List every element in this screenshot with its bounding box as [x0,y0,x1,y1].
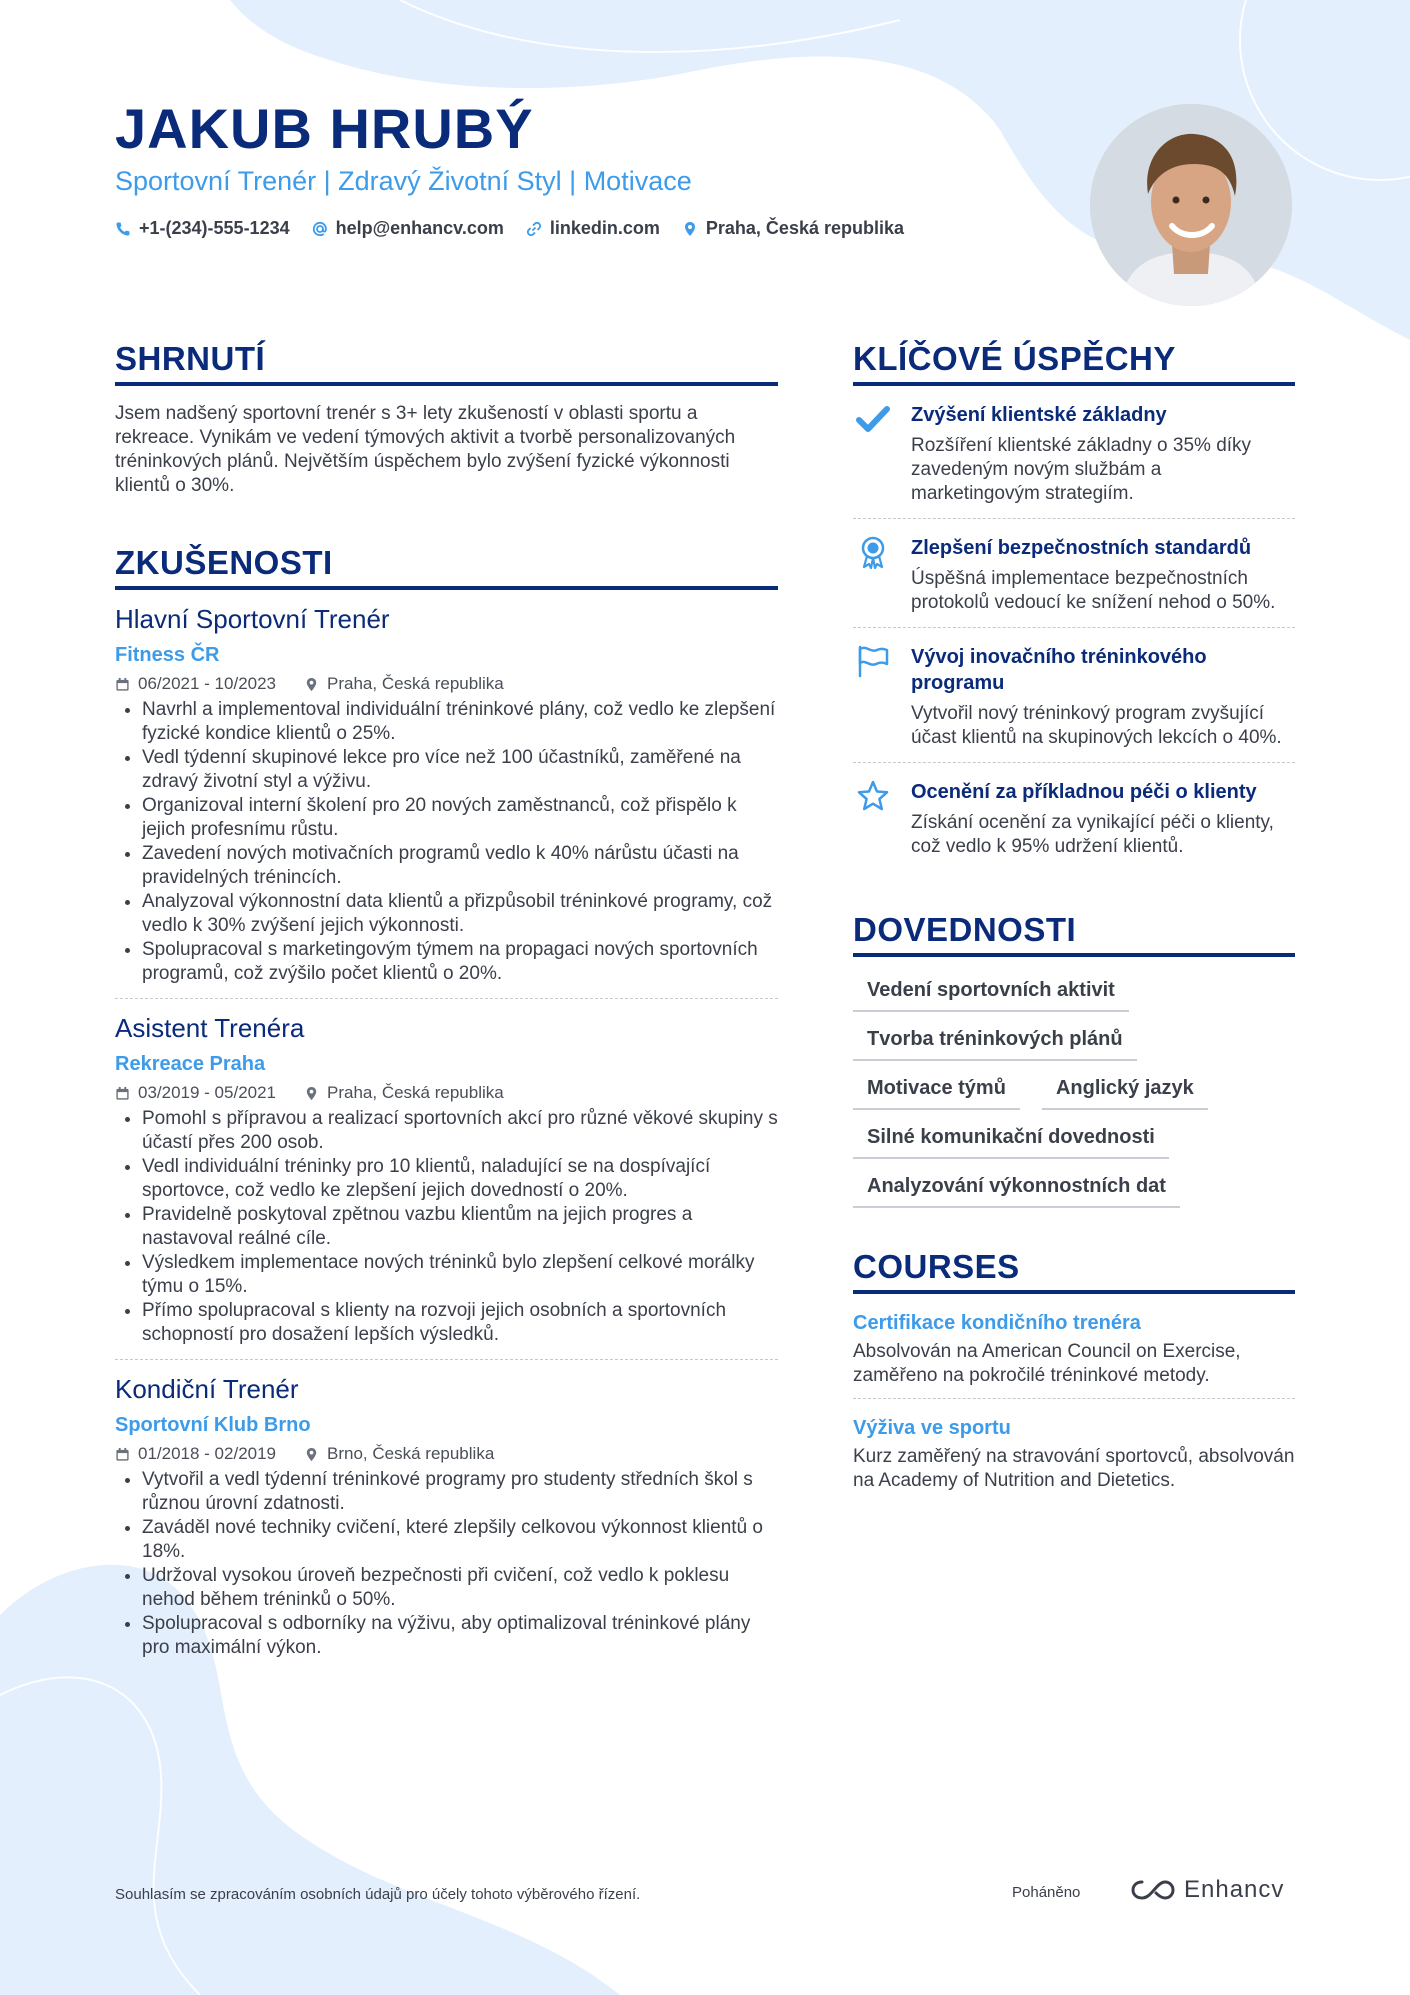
contact-phone[interactable] [115,218,290,239]
left-column [115,340,778,1672]
checkmark-icon [856,402,890,436]
summary-section [115,340,778,498]
person-avatar-icon [1090,104,1292,306]
job-title: Hlavní Sportovní Trenér [115,604,390,634]
list-item: • Vedl týdenní skupinové lekce pro více než 100 účastníků, zaměřené na zdravý životní styl a výživu. [142,746,778,794]
course-desc: Absolvován na American Council on Exercise, zaměřeno na pokročilé tréninkové metody. [853,1341,1241,1386]
job-bullets [115,1107,778,1347]
candidate-subtitle: Sportovní Trenér | Zdravý Životní Styl | Motivace [115,166,692,196]
skill-tag: Analyzování výkonnostních dat [853,1175,1180,1208]
achievement-desc: Úspěšná implementace bezpečnostních protokolů vedoucí ke snížení nehod o 50%. [911,568,1276,613]
skill-tag: Tvorba tréninkových plánů [853,1028,1137,1061]
courses-heading: COURSES [853,1248,1295,1294]
contact-email-text: help@enhancv.com [335,218,504,238]
contact-email[interactable] [312,218,504,239]
skill-tag: Motivace týmů [853,1077,1020,1110]
candidate-name: JAKUB HRUBÝ [115,97,534,160]
job-dates: 03/2019 - 05/2021 [138,1083,277,1102]
link-icon [526,221,542,237]
list-item: • Navrhl a implementoval individuální tréninkové plány, což vedlo ke zlepšení fyzické kondice klientů o 25%. [142,698,778,746]
contact-linkedin[interactable] [526,218,660,239]
list-item: • Organizoval interní školení pro 20 nových zaměstnanců, což přispělo k jejich profesnímu růstu. [142,794,778,842]
at-icon [312,221,328,237]
job-company: Rekreace Praha [115,1053,266,1075]
job-entry [115,602,778,998]
list-item: • Analyzoval výkonnostní data klientů a přizpůsobil tréninkové programy, což vedlo k 30% zvýšení jejich výkonnosti. [142,890,778,938]
list-item: • Přímo spolupracoval s klienty na rozvoji jejich osobních a sportovních schopností pro dosažení lepších výsledků. [142,1299,778,1347]
job-company: Fitness ČR [115,644,220,666]
skills-list [853,979,1295,1208]
summary-text: Jsem nadšený sportovní trenér s 3+ lety zkušeností v oblasti sportu a rekreace. Vynikám ve vedení týmových aktivit a tvorbě personalizovaných tréninkových plánů. Největším úspěchem bylo zvýšení fyzické výkonnosti klientů o 30%. [115,403,736,496]
list-item: • Vedl individuální tréninky pro 10 klientů, naladující se na dospívající sportovce, což vedlo ke zlepšení jejich dovedností o 20%. [142,1155,778,1203]
job-dates: 06/2021 - 10/2023 [138,674,277,693]
star-icon [856,779,890,813]
list-item: • Udržoval vysokou úroveň bezpečnosti při cvičení, což vedlo k poklesu nehod během tréninků o 50%. [142,1564,778,1612]
calendar-icon [115,1447,130,1462]
job-meta [115,674,778,694]
job-location: Brno, Česká republika [327,1444,495,1463]
achievement-title: Vývoj inovačního tréninkového programu [911,646,1207,694]
award-ribbon-icon [856,535,890,569]
job-entry [115,1359,778,1672]
course-title: Certifikace kondičního trenéra [853,1312,1141,1334]
enhancv-logo-icon [1130,1878,1176,1902]
achievement-item [853,386,1295,518]
brand-logo[interactable] [1130,1876,1284,1904]
course-desc: Kurz zaměřený na stravování sportovců, absolvován na Academy of Nutrition and Dietetics. [853,1446,1295,1491]
location-icon [304,677,319,692]
achievement-desc: Získání ocenění za vynikající péči o klienty, což vedlo k 95% udržení klientů. [911,812,1274,857]
achievement-item [853,627,1295,762]
summary-heading: SHRNUTÍ [115,340,778,386]
list-item: • Zavedení nových motivačních programů vedlo k 40% nárůstu účasti na pravidelných trénincích. [142,842,778,890]
achievements-section [853,340,1295,871]
achievement-title: Zvýšení klientské základny [911,404,1167,426]
skill-tag: Vedení sportovních aktivit [853,979,1129,1012]
course-title: Výživa ve sportu [853,1417,1011,1439]
phone-icon [115,221,131,237]
calendar-icon [115,1086,130,1101]
experience-section [115,544,778,1672]
job-dates: 01/2018 - 02/2019 [138,1444,277,1463]
achievement-desc: Vytvořil nový tréninkový program zvyšující účast klientů na skupinových lekcích o 40%. [911,703,1282,748]
courses-section [853,1248,1295,1503]
contact-location [682,218,904,239]
contact-list [115,218,904,239]
job-entry [115,998,778,1359]
job-location: Praha, Česká republika [327,674,504,693]
job-location: Praha, Česká republika [327,1083,504,1102]
achievement-title: Zlepšení bezpečnostních standardů [911,537,1252,559]
achievement-item [853,762,1295,871]
list-item: • Zaváděl nové techniky cvičení, které zlepšily celkovou výkonnost klientů o 18%. [142,1516,778,1564]
powered-by-label: Poháněno [1012,1884,1081,1901]
achievement-desc: Rozšíření klientské základny o 35% díky zavedeným novým službám a marketingovým strategiím. [911,435,1252,504]
job-bullets [115,698,778,986]
skill-tag: Silné komunikační dovednosti [853,1126,1169,1159]
list-item: • Spolupracoval s odborníky na výživu, aby optimalizoval tréninkové plány pro maximální výkon. [142,1612,778,1660]
achievements-heading: KLÍČOVÉ ÚSPĚCHY [853,340,1295,386]
achievement-item [853,518,1295,627]
course-item [853,1398,1295,1503]
brand-name: Enhancv [1184,1876,1285,1903]
experience-heading: ZKUŠENOSTI [115,544,778,590]
profile-photo [1090,104,1292,306]
job-meta [115,1083,778,1103]
consent-note: Souhlasím se zpracováním osobních údajů pro účely tohoto výběrového řízení. [115,1886,641,1903]
location-icon [682,221,698,237]
job-meta [115,1444,778,1464]
list-item: • Výsledkem implementace nových tréninků bylo zlepšení celkové morálky týmu o 15%. [142,1251,778,1299]
job-company: Sportovní Klub Brno [115,1414,311,1436]
list-item: • Pomohl s přípravou a realizací sportovních akcí pro různé věkové skupiny s účastí přes 200 osob. [142,1107,778,1155]
location-icon [304,1086,319,1101]
calendar-icon [115,677,130,692]
list-item: • Vytvořil a vedl týdenní tréninkové programy pro studenty středních škol s různou úrovní zdatnosti. [142,1468,778,1516]
contact-location-text: Praha, Česká republika [705,218,905,238]
contact-linkedin-text: linkedin.com [549,218,660,238]
list-item: • Pravidelně poskytoval zpětnou vazbu klientům na jejich progres a nastavoval reálné cíle. [142,1203,778,1251]
list-item: • Spolupracoval s marketingovým týmem na propagaci nových sportovních programů, což zvýšilo počet klientů o 20%. [142,938,778,986]
achievement-title: Ocenění za příkladnou péči o klienty [911,781,1257,803]
skills-section [853,911,1295,1208]
contact-phone-text: +1-(234)-555-1234 [139,218,290,238]
skills-heading: DOVEDNOSTI [853,911,1295,957]
job-title: Asistent Trenéra [115,1013,305,1043]
job-title: Kondiční Trenér [115,1374,299,1404]
flag-icon [856,644,890,678]
location-icon [304,1447,319,1462]
right-column [853,340,1295,1503]
skill-tag: Anglický jazyk [1042,1077,1208,1110]
job-bullets [115,1468,778,1660]
course-item [853,1294,1295,1398]
